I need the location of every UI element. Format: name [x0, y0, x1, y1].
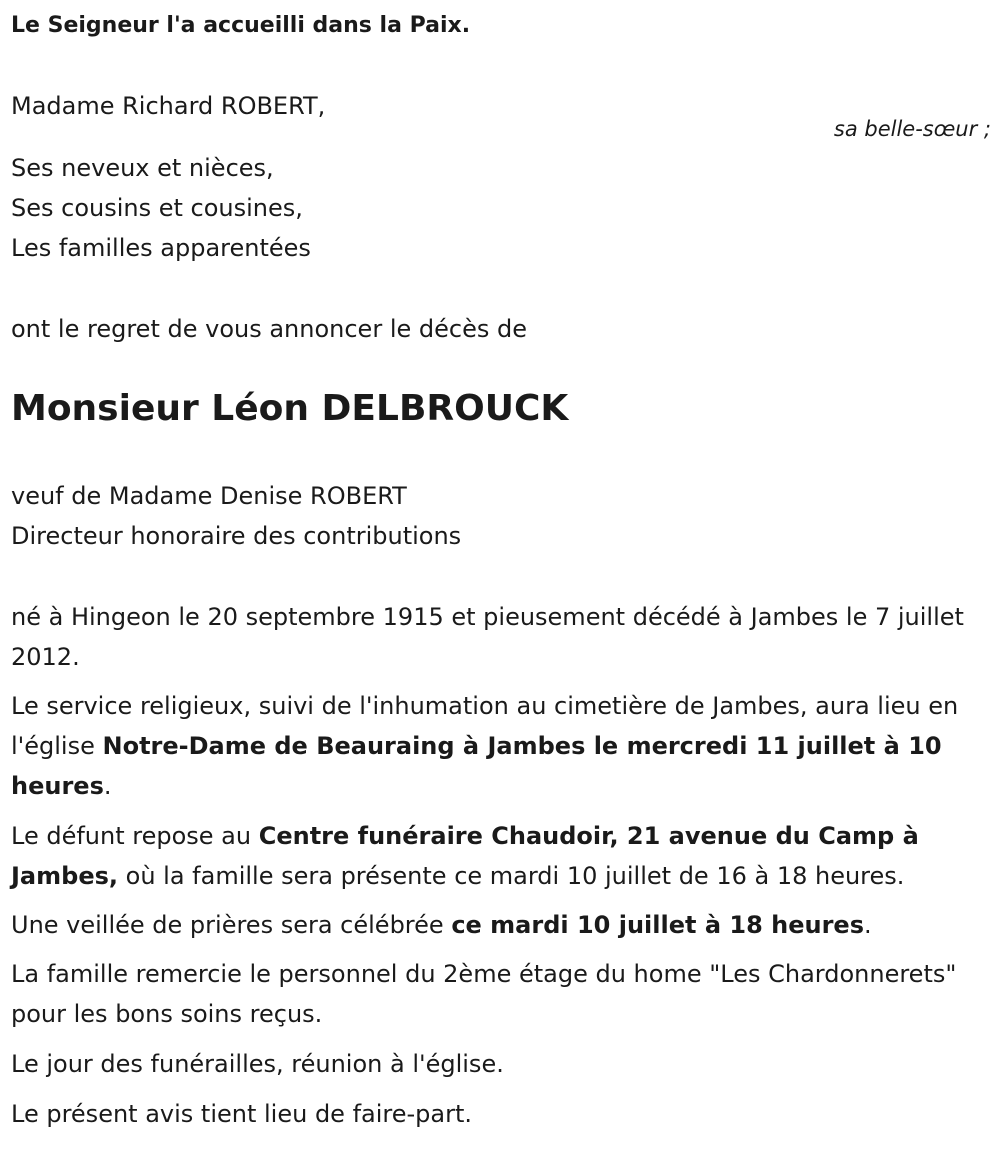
announcement-text: ont le regret de vous annoncer le décès de [11, 315, 527, 343]
thanks-paragraph: La famille remercie le personnel du 2ème étage du home "Les Chardonnerets" pour les bons soins reçus. [11, 960, 957, 1028]
family-first-relation: sa belle-sœur ; [833, 117, 991, 141]
deceased-widower-line: veuf de Madame Denise ROBERT [11, 482, 407, 510]
service-text-start: Le service religieux, suivi de l'inhumation au cimetière de Jambes, aura lieu en l'église [11, 692, 959, 760]
repose-paragraph [11, 816, 991, 896]
family-line-cousins: Ses cousins et cousines, [11, 194, 303, 222]
meeting-paragraph: Le jour des funérailles, réunion à l'église. [11, 1050, 504, 1078]
vigil-text-start: Une veillée de prières sera célébrée [11, 911, 452, 939]
deceased-name: Monsieur Léon DELBROUCK [11, 388, 569, 429]
vigil-time: ce mardi 10 juillet à 18 heures [451, 911, 864, 939]
deceased-profession-line: Directeur honoraire des contributions [11, 522, 462, 550]
vigil-text-end: . [863, 911, 872, 939]
birth-death-paragraph: né à Hingeon le 20 septembre 1915 et pieusement décédé à Jambes le 7 juillet 2012. [11, 603, 964, 671]
family-line-nephews: Ses neveux et nièces, [11, 154, 274, 182]
family-line-relatives: Les familles apparentées [11, 234, 311, 262]
family-first-line: Madame Richard ROBERT, [11, 92, 326, 120]
service-text-end: . [103, 772, 112, 800]
repose-text-start: Le défunt repose au [11, 822, 259, 850]
service-location-time: Notre-Dame de Beauraing à Jambes le mercredi 11 juillet à 10 heures [11, 732, 942, 800]
vigil-paragraph [11, 905, 991, 945]
opening-heading: Le Seigneur l'a accueilli dans la Paix. [11, 13, 471, 38]
service-paragraph [11, 686, 991, 806]
notice-paragraph: Le présent avis tient lieu de faire-part. [11, 1100, 473, 1128]
repose-funeral-home: Centre funéraire Chaudoir, 21 avenue du Camp à Jambes, [11, 822, 919, 890]
repose-text-end: où la famille sera présente ce mardi 10 juillet de 16 à 18 heures. [118, 862, 905, 890]
